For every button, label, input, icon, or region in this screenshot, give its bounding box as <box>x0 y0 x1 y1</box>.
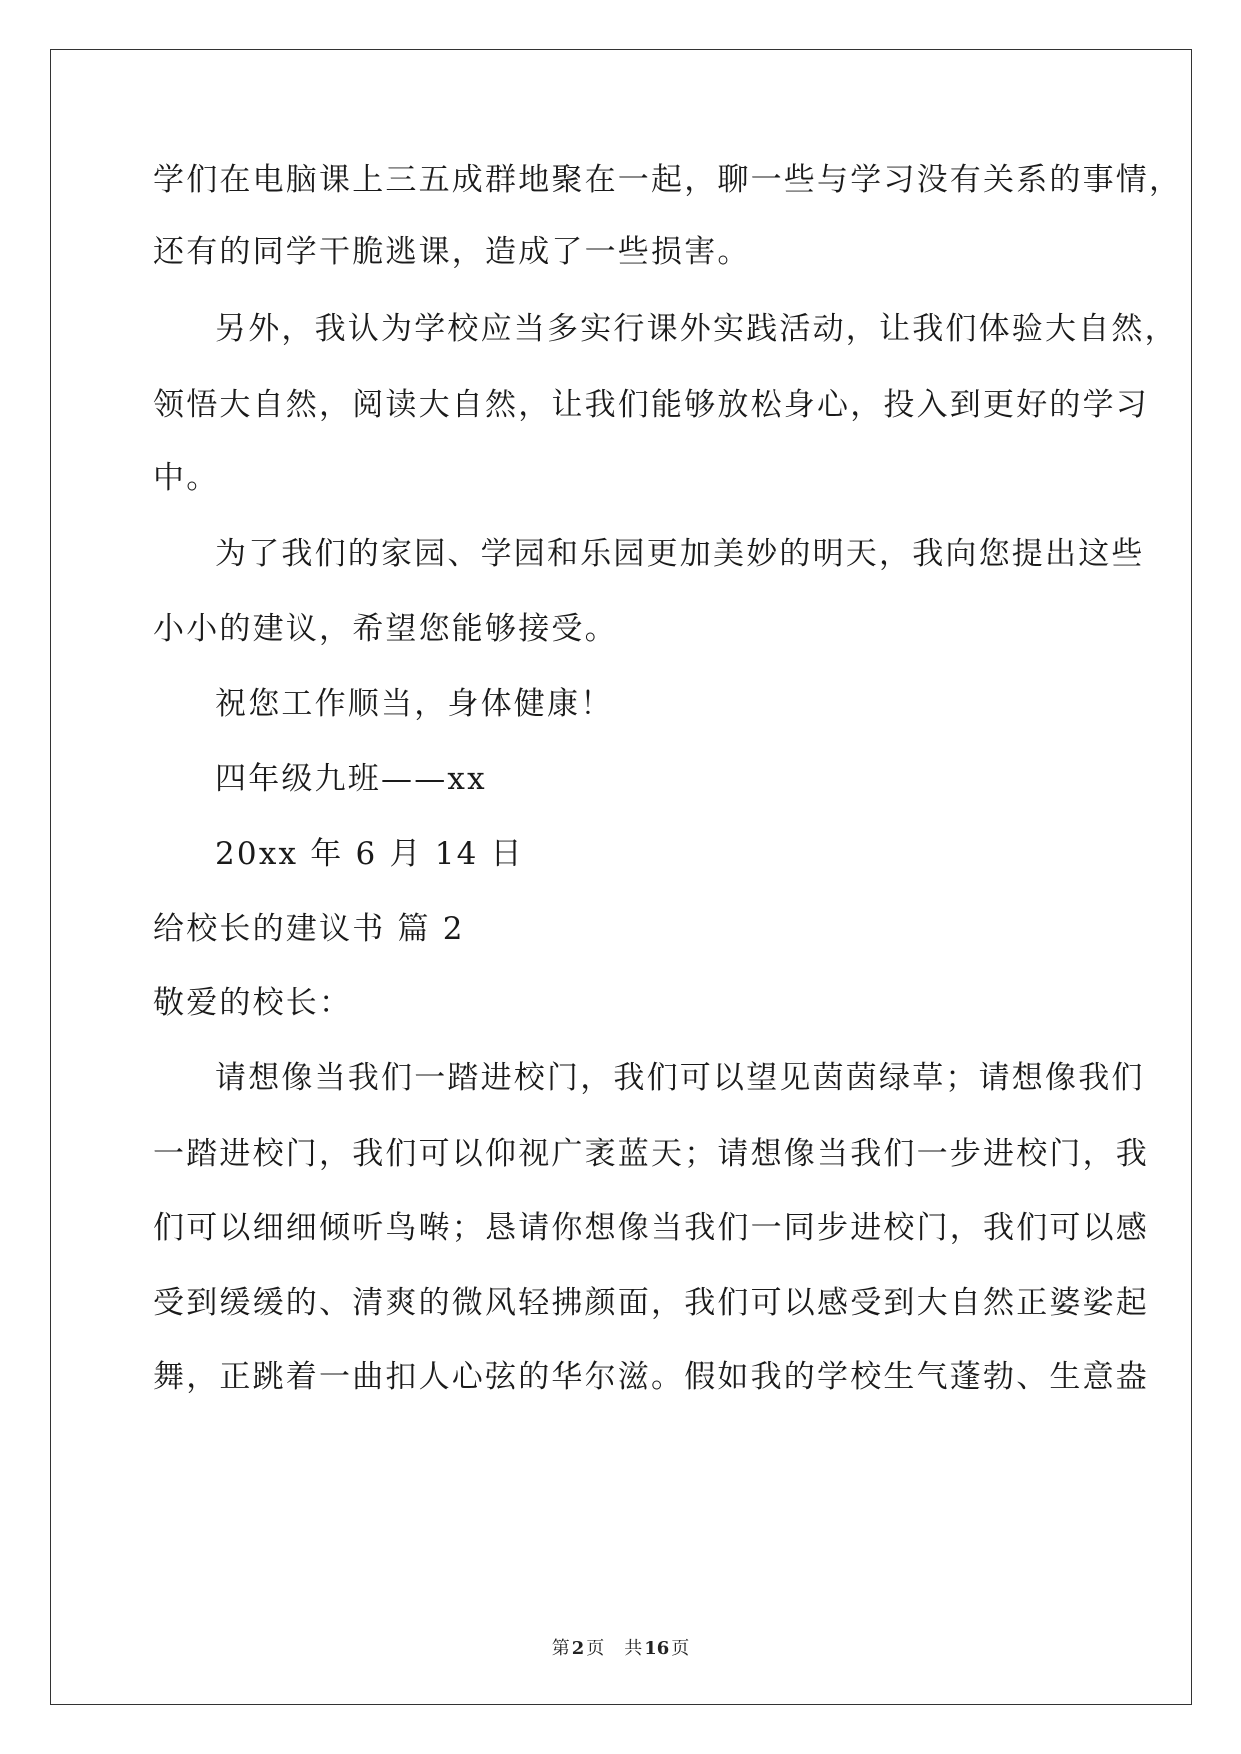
current-page-number: 2 <box>571 1638 585 1659</box>
text-line: 们可以细细倾听鸟啭；恳请你想像当我们一同步进校门，我们可以感 <box>153 1210 1149 1246</box>
paragraph-start-line: 为了我们的家园、学园和乐园更加美妙的明天，我向您提出这些 <box>215 536 1145 572</box>
text-line: 还有的同学干脆逃课，造成了一些损害。 <box>153 234 751 270</box>
text-line: 中。 <box>153 460 220 496</box>
page-prefix: 第 <box>551 1638 570 1659</box>
paragraph-start-line: 请想像当我们一踏进校门，我们可以望见茵茵绿草；请想像我们 <box>215 1060 1145 1096</box>
paragraph-start-line: 另外，我认为学校应当多实行课外实践活动，让我们体验大自然， <box>215 311 1178 347</box>
total-prefix: 共 <box>624 1638 643 1659</box>
page-border <box>50 49 1192 1705</box>
total-page-count: 16 <box>644 1638 670 1659</box>
salutation: 敬爱的校长： <box>153 985 353 1021</box>
total-suffix: 页 <box>671 1638 690 1659</box>
page-footer <box>0 1637 1241 1661</box>
signature: 四年级九班——xx <box>215 761 487 797</box>
text-line: 受到缓缓的、清爽的微风轻拂颜面，我们可以感受到大自然正婆娑起 <box>153 1285 1149 1321</box>
closing-wish: 祝您工作顺当，身体健康！ <box>215 686 614 722</box>
text-line: 小小的建议，希望您能够接受。 <box>153 611 618 647</box>
text-line: 领悟大自然，阅读大自然，让我们能够放松身心，投入到更好的学习 <box>153 387 1149 423</box>
text-line: 舞，正跳着一曲扣人心弦的华尔滋。假如我的学校生气蓬勃、生意盎 <box>153 1359 1149 1395</box>
section-heading: 给校长的建议书 篇 2 <box>153 911 465 947</box>
text-line: 一踏进校门，我们可以仰视广袤蓝天；请想像当我们一步进校门，我 <box>153 1136 1149 1172</box>
text-line: 学们在电脑课上三五成群地聚在一起，聊一些与学习没有关系的事情， <box>153 162 1183 198</box>
date: 20xx 年 6 月 14 日 <box>215 836 524 872</box>
page-suffix: 页 <box>586 1638 605 1659</box>
